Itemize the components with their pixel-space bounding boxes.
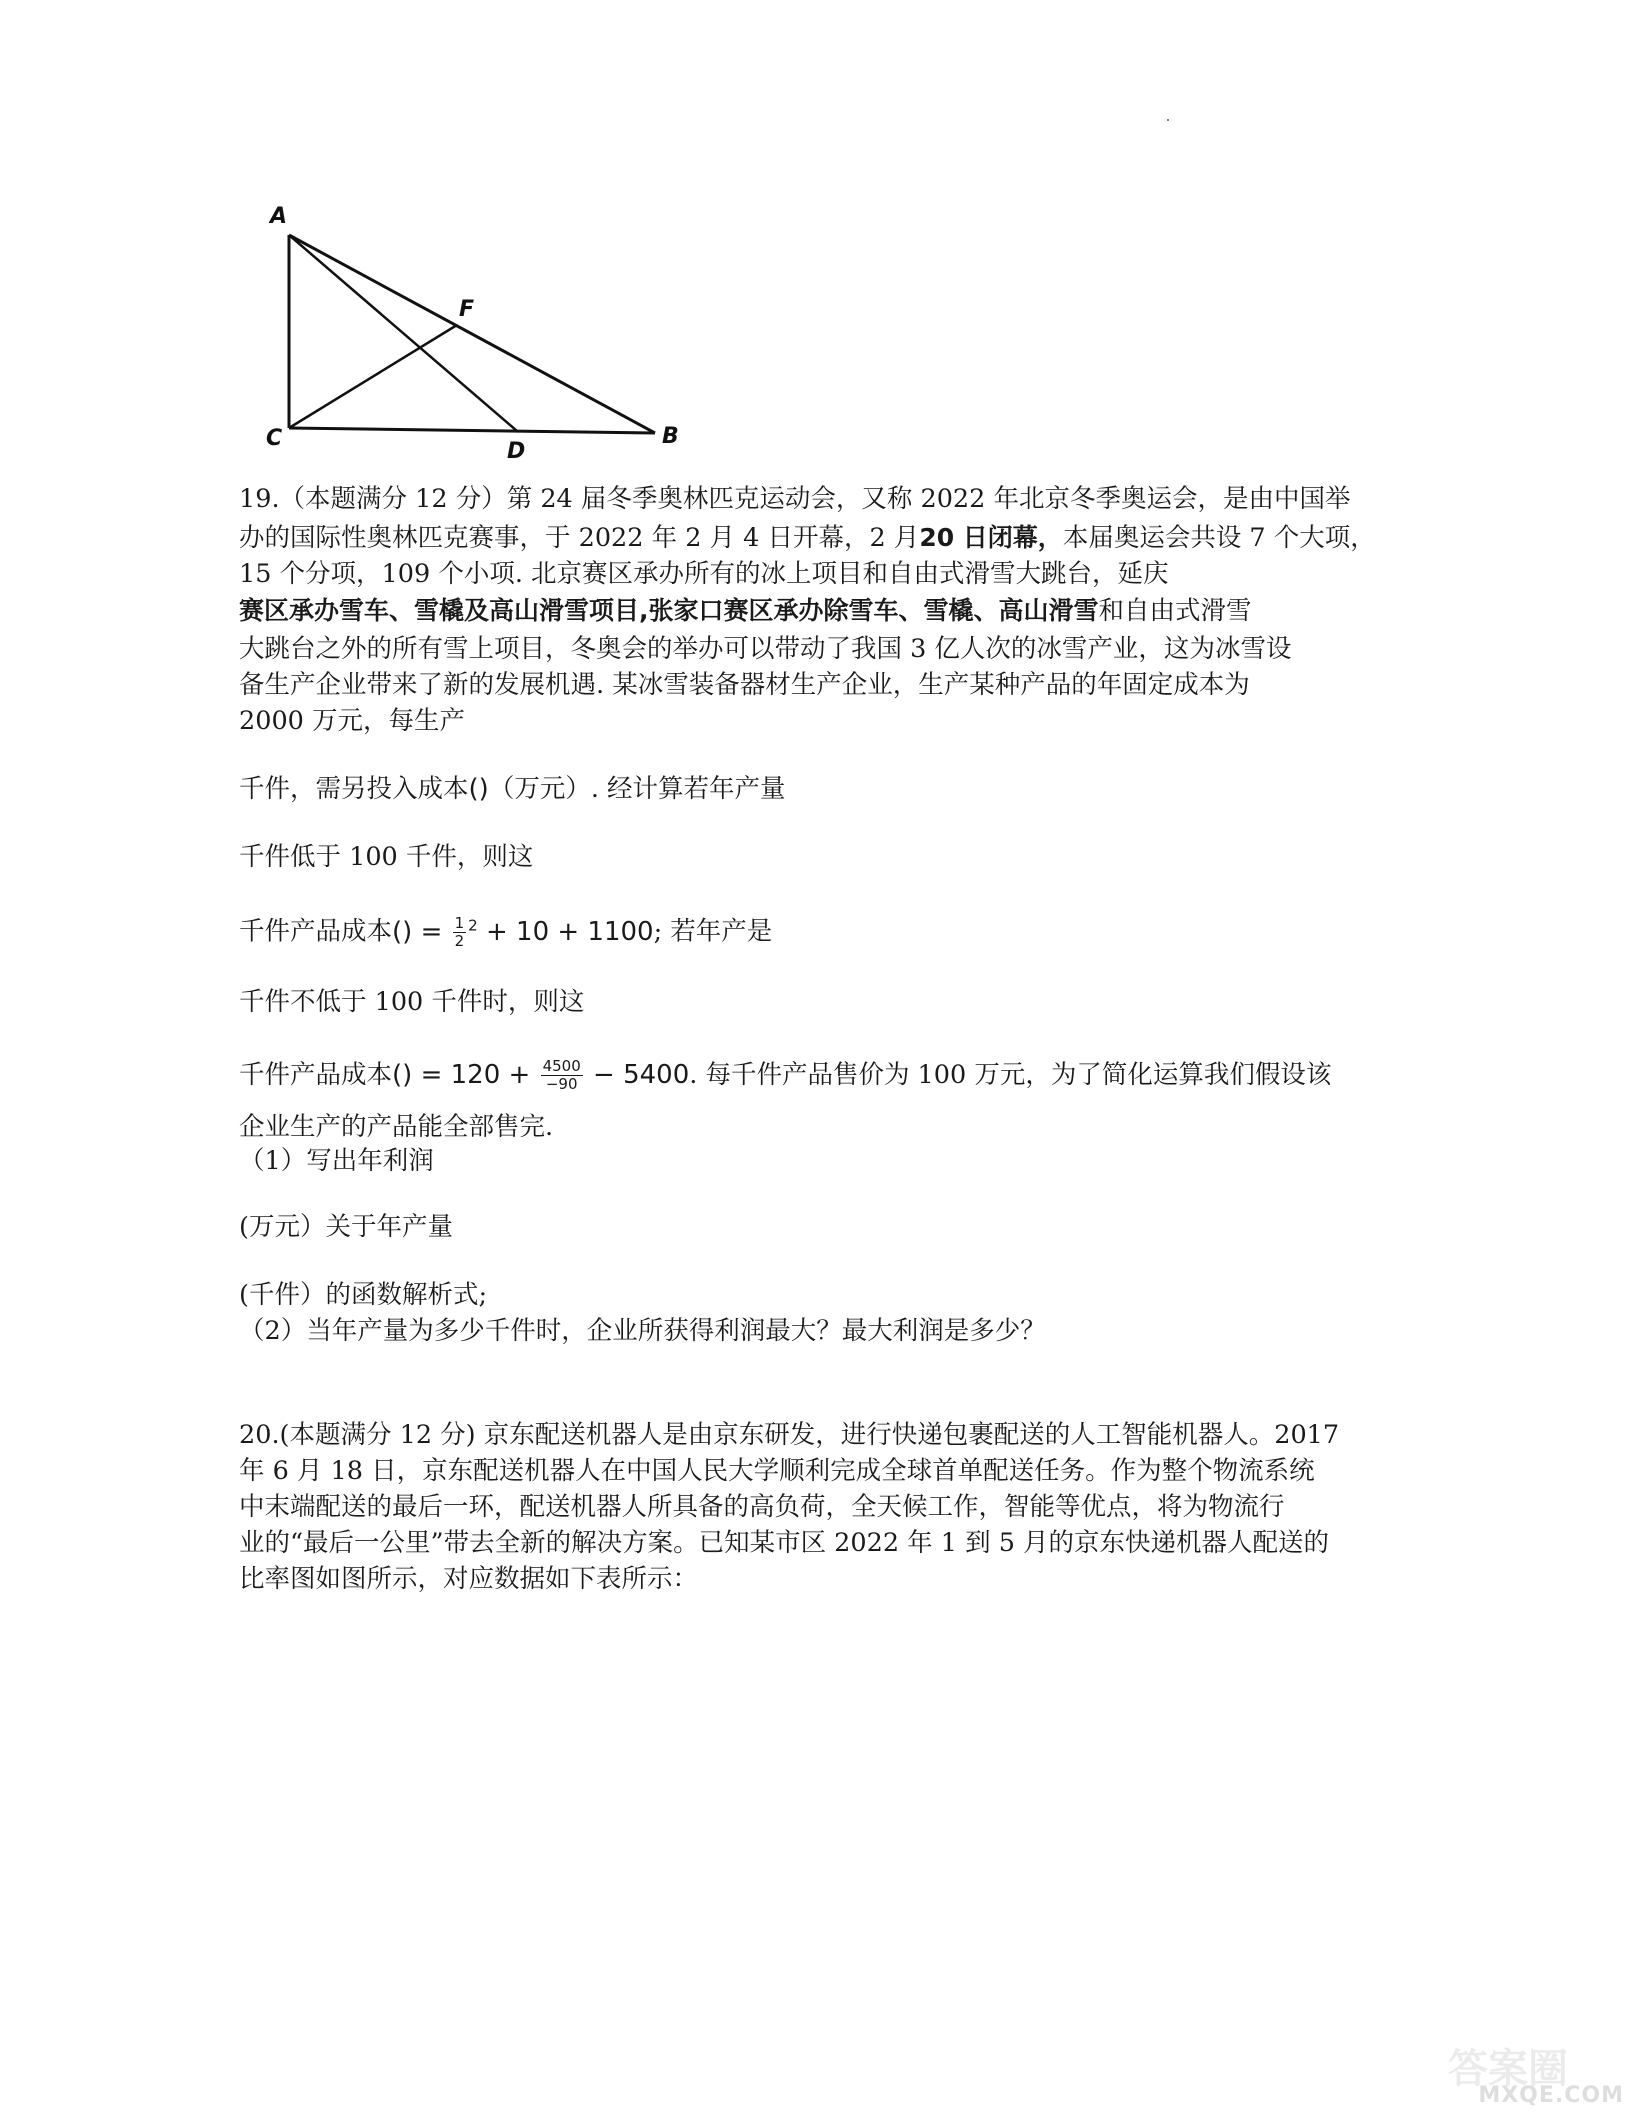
q19-line-16: (千件）的函数解析式; xyxy=(239,1280,488,1310)
point-label-f: F xyxy=(459,297,475,322)
closing-date-text: 20 日闭幕， xyxy=(919,523,1063,552)
site-watermark xyxy=(1440,2035,1630,2110)
point-label-b: B xyxy=(662,424,679,449)
point-label-d: D xyxy=(507,439,526,464)
q19-line-6: 备生产企业带来了新的发展机遇. 某冰雪装备器材生产企业，生产某种产品的年固定成本为 xyxy=(239,670,1250,700)
q19-line-12: 千件产品成本() = 120 + $\frac{4500}{-90}$ − 5400. 每千件产品售价为 100 万元，为了简化运算我们假设该 xyxy=(239,1057,1332,1093)
q20-line-2: 年 6 月 18 日，京东配送机器人在中国人民大学顺利完成全球首单配送任务。作为整个物流系统 xyxy=(239,1456,1315,1486)
point-label-a: A xyxy=(270,205,288,229)
fraction-4500: $\frac{4500}{-90}$ xyxy=(542,1057,581,1093)
triangle-figure xyxy=(262,205,692,470)
q19-line-13: 企业生产的产品能全部售完. xyxy=(239,1112,554,1142)
q19-line-14: （1）写出年利润 xyxy=(239,1146,434,1176)
segment-ad xyxy=(289,235,517,431)
q19-line-10: 千件产品成本() = $\frac{1}{2}$ $^2$ + 10 + 1100; 若年产是 xyxy=(239,913,773,950)
q20-line-5: 比率图如图所示，对应数据如下表所示： xyxy=(239,1564,699,1594)
q20-line-3: 中末端配送的最后一环，配送机器人所具备的高负荷，全天候工作，智能等优点，将为物流行 xyxy=(239,1492,1285,1522)
triangle-diagram xyxy=(262,205,692,470)
watermark-logo-text: 答案圈 xyxy=(1448,2046,1568,2092)
q19-line-7: 2000 万元，每生产 xyxy=(239,706,466,736)
q19-line-11: 千件不低于 100 千件时，则这 xyxy=(239,987,585,1017)
q19-line-9: 千件低于 100 千件，则这 xyxy=(239,842,534,872)
q19-line-3: 15 个分项，109 个小项. 北京赛区承办所有的冰上项目和自由式滑雪大跳台，延庆 xyxy=(239,559,1169,589)
cost-formula-2: () = 120 + $\frac{4500}{-90}$ − 5400 xyxy=(392,1057,690,1093)
point-label-c: C xyxy=(266,426,283,451)
q19-line-5: 大跳台之外的所有雪上项目，冬奥会的举办可以带动了我国 3 亿人次的冰雪产业，这为冰雪设 xyxy=(239,634,1292,664)
q19-line-2: 办的国际性奥林匹克赛事，于 2022 年 2 月 4 日开幕，2 月20 日闭幕，本届奥运会共设 7 个大项， xyxy=(239,523,1376,553)
q19-line-1: 19.（本题满分 12 分）第 24 届冬季奥林匹克运动会，又称 2022 年北京冬季奥运会，是由中国举 xyxy=(239,484,1351,514)
watermark-url: MXQE.COM xyxy=(1478,2083,1624,2108)
q19-line-15: (万元）关于年产量 xyxy=(239,1212,453,1242)
venue-text: 赛区承办雪车、雪橇及高山滑雪项目,张家口赛区承办除雪车、雪橇、高山滑雪 xyxy=(239,596,1099,625)
fraction-half: $\frac{1}{2}$ xyxy=(454,913,465,950)
cost-formula-1: () = $\frac{1}{2}$ $^2$ + 10 + 1100 xyxy=(392,913,654,950)
q19-line-4: 赛区承办雪车、雪橇及高山滑雪项目,张家口赛区承办除雪车、雪橇、高山滑雪和自由式滑雪 xyxy=(239,596,1252,626)
segment-cb xyxy=(289,428,655,433)
segment-cf xyxy=(289,325,457,428)
q20-line-4: 业的“最后一公里”带去全新的解决方案。已知某市区 2022 年 1 到 5 月的京东快递机器人配送的 xyxy=(239,1528,1330,1558)
q19-line-8: 千件，需另投入成本()（万元）. 经计算若年产量 xyxy=(239,774,786,804)
q19-line-17: （2）当年产量为多少千件时，企业所获得利润最大？最大利润是多少？ xyxy=(239,1316,1046,1346)
scan-speck xyxy=(1167,119,1169,121)
segment-ab xyxy=(289,235,655,433)
q20-line-1: 20.(本题满分 12 分) 京东配送机器人是由京东研发，进行快递包裹配送的人工智能机器人。2017 xyxy=(239,1420,1340,1450)
